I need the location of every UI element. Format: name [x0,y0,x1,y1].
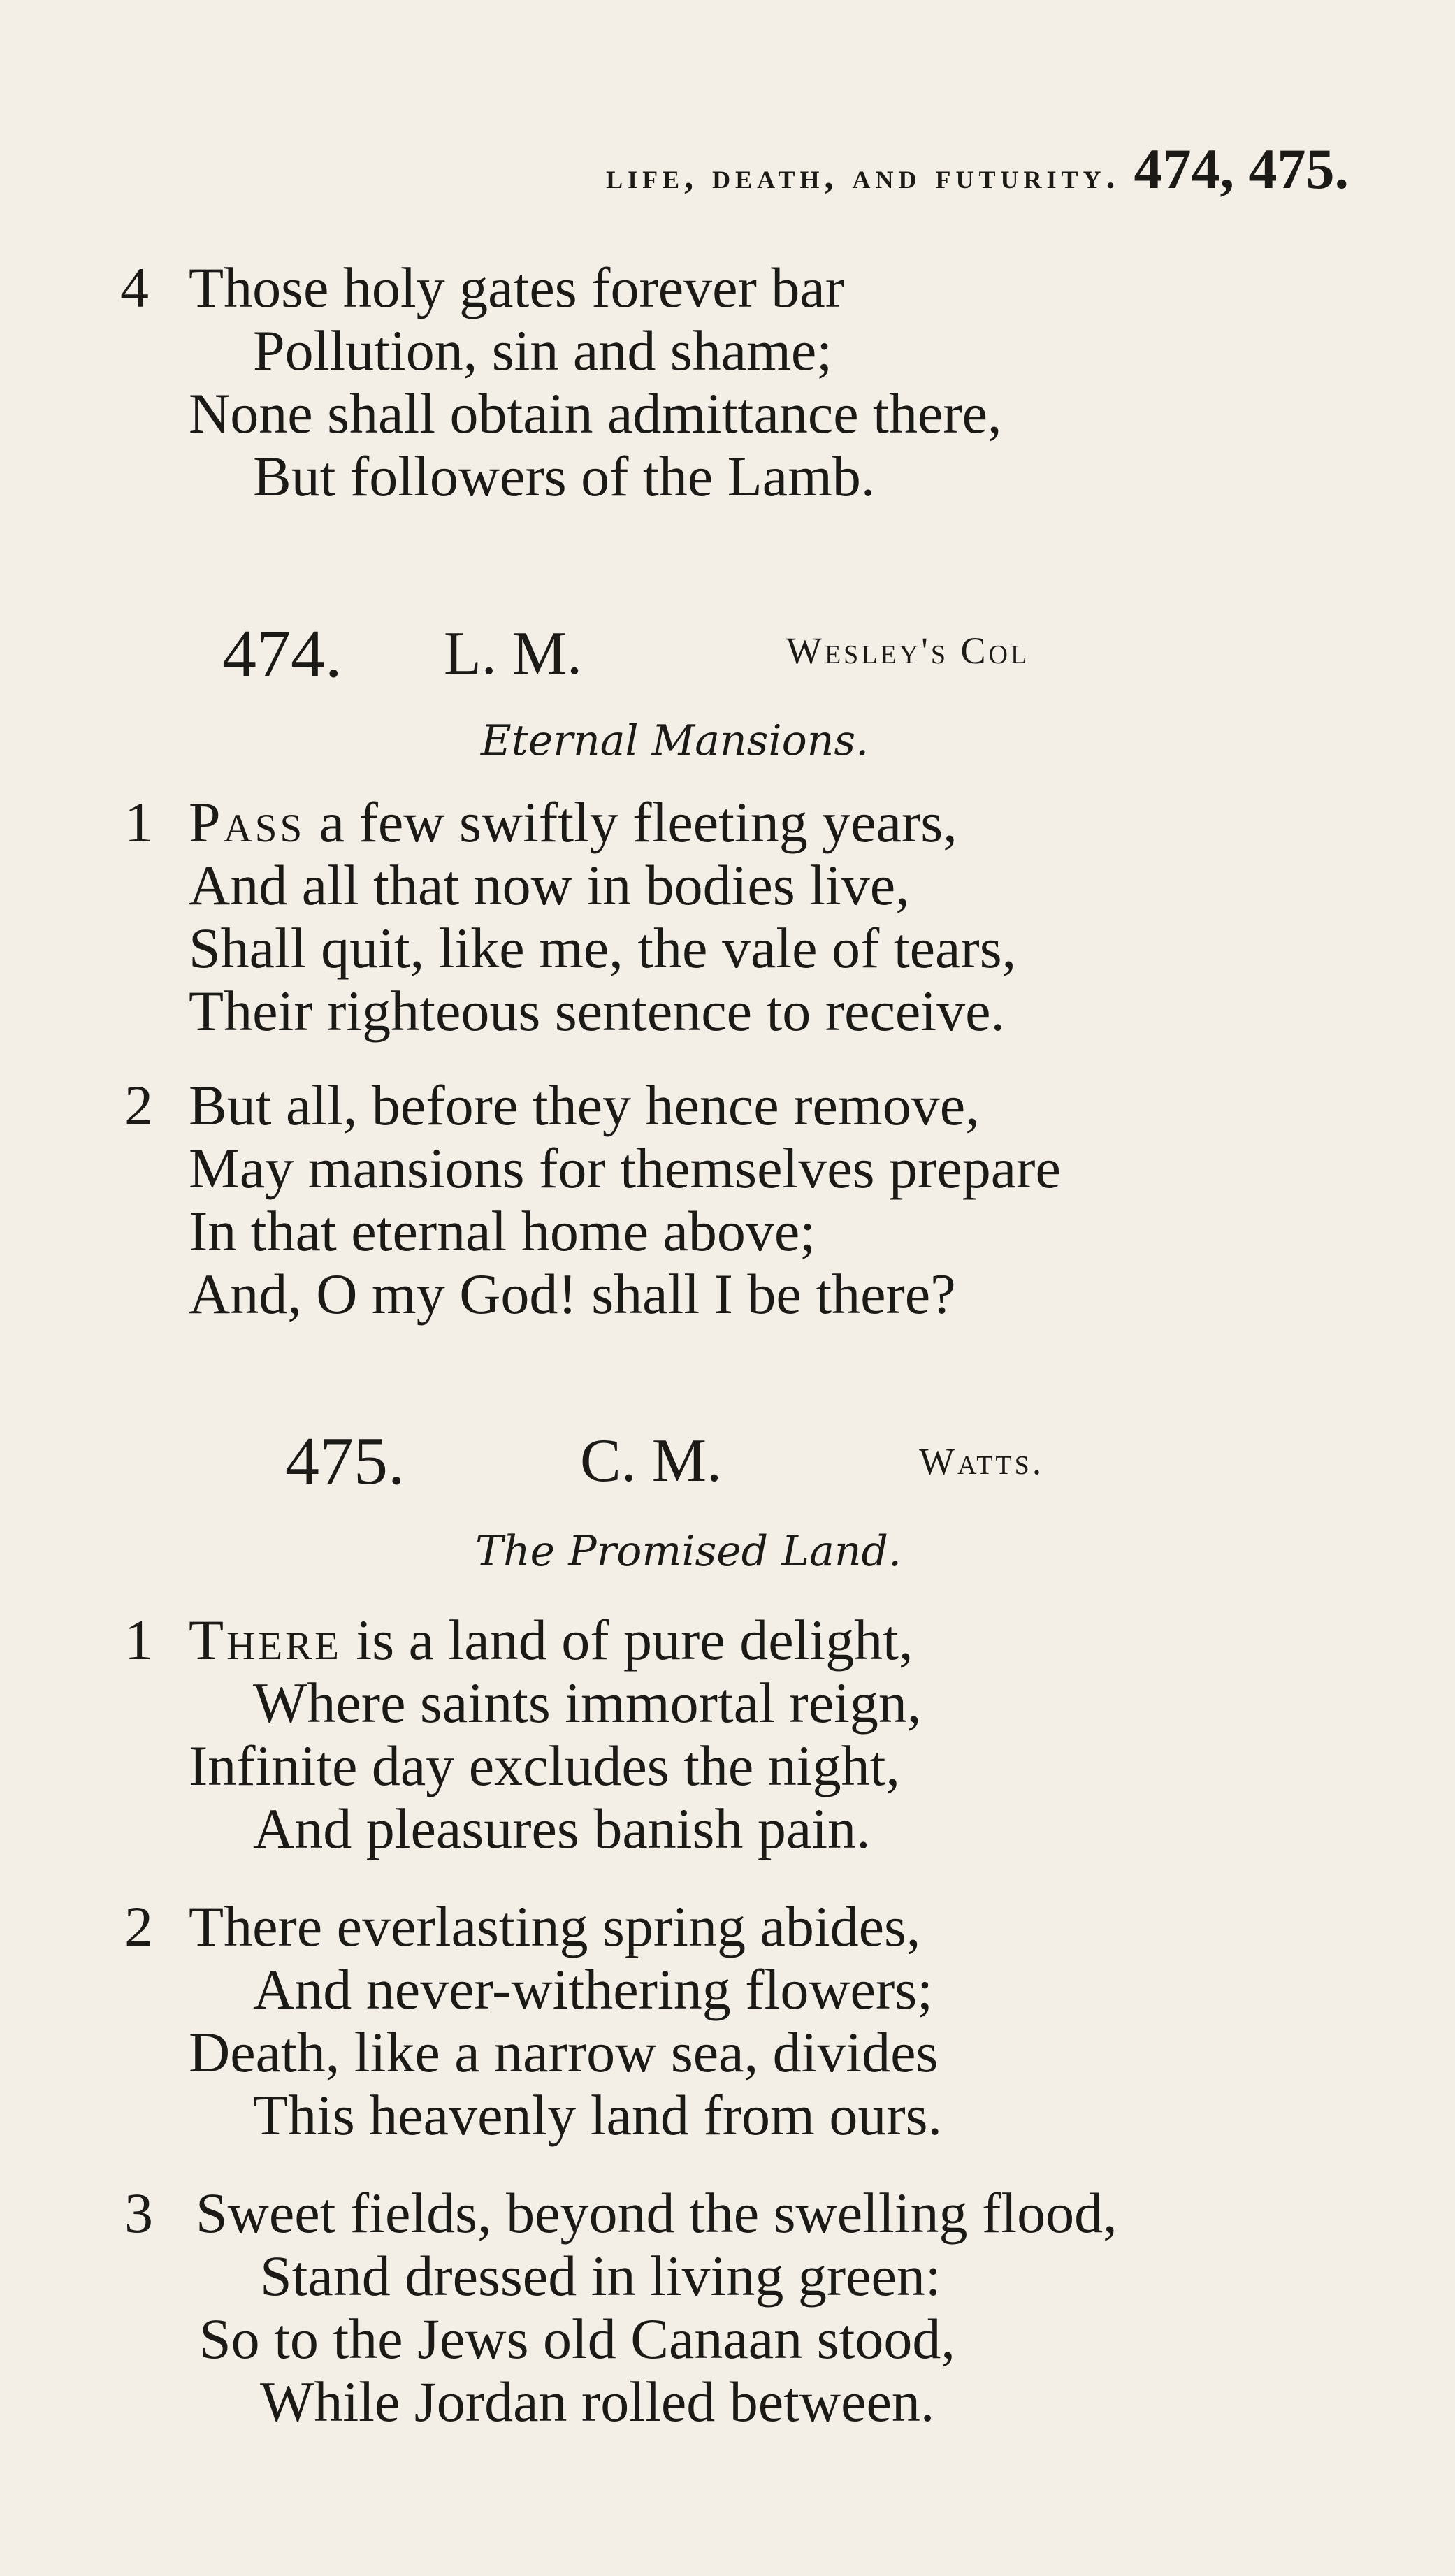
hymn-author: Watts. [919,1440,1045,1482]
verse-line: There everlasting spring abides, [189,1895,921,1958]
verse-line: In that eternal home above; [189,1199,816,1263]
verse-line: Infinite day excludes the night, [189,1734,900,1797]
stanza-number: 4 [120,256,149,319]
verse-line: May mansions for themselves prepare [189,1136,1061,1200]
hymn-meter: C. M. [580,1427,722,1495]
hymn-meter: L. M. [444,620,582,688]
initial-word: There [189,1608,342,1672]
verse-line-rest: a few swiftly fleeting years, [305,790,957,854]
verse-line: But all, before they hence remove, [189,1073,980,1137]
verse-line: Pollution, sin and shame; [253,319,833,382]
stanza-number: 1 [124,790,153,854]
hymn-author: Wesley's Col [786,630,1030,672]
verse-line: Those holy gates forever bar [189,256,845,319]
verse-line-rest: is a land of pure delight, [341,1608,913,1672]
stanza-number: 3 [124,2181,153,2245]
verse-line: None shall obtain admittance there, [189,382,1002,445]
hymn-475-subtitle: The Promised Land. [475,1527,902,1576]
verse-line: This heavenly land from ours. [253,2083,943,2147]
verse-line: Stand dressed in living green: [260,2244,941,2308]
stanza-number: 1 [124,1608,153,1672]
verse-line: Where saints immortal reign, [253,1671,922,1735]
hymn-number: 474. [222,616,342,692]
verse-line [189,1607,913,1673]
running-head-page-numbers: 474, 475. [1134,137,1349,201]
verse-line: While Jordan rolled between. [260,2370,935,2433]
verse-line: Shall quit, like me, the vale of tears, [189,916,1017,980]
running-head [0,136,1349,202]
verse-line: Their righteous sentence to receive. [189,979,1005,1043]
verse-line: Sweet fields, beyond the swelling flood, [196,2181,1117,2245]
verse-line: So to the Jews old Canaan stood, [199,2307,955,2371]
verse-line: But followers of the Lamb. [253,444,876,508]
hymn-474-subtitle: Eternal Mansions. [481,716,869,765]
verse-line [189,790,957,855]
verse-line: And never-withering flowers; [253,1958,933,2021]
running-head-title: life, death, and futurity. [606,157,1120,196]
verse-line: And all that now in bodies live, [189,853,910,917]
verse-line: Death, like a narrow sea, divides [189,2020,939,2084]
verse-line: And, O my God! shall I be there? [189,1262,956,1326]
stanza-number: 2 [124,1895,153,1958]
stanza-number: 2 [124,1073,153,1137]
initial-word: Pass [189,790,305,854]
verse-line: And pleasures banish pain. [253,1797,871,1860]
hymn-number: 475. [285,1424,405,1499]
